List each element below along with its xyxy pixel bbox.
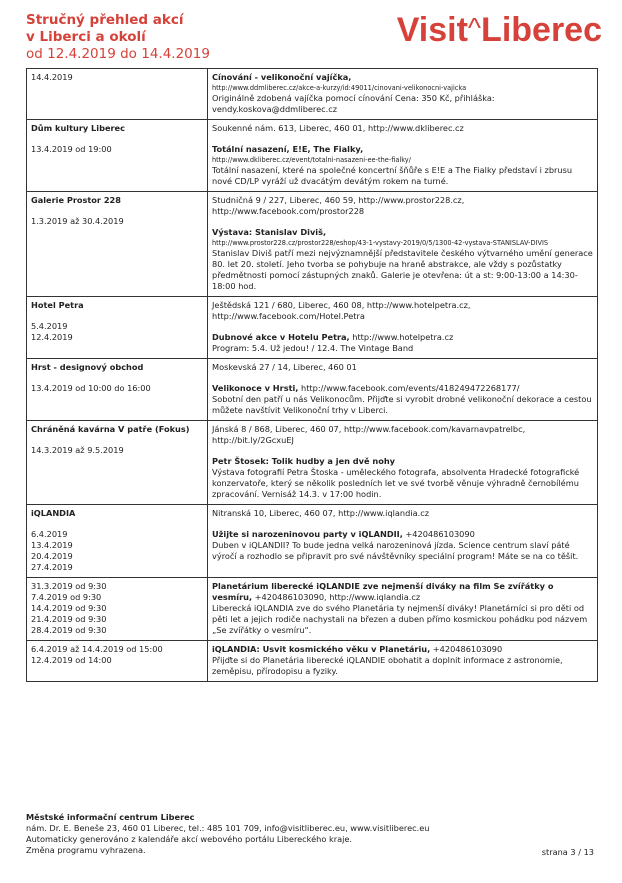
venue-cell <box>27 69 208 120</box>
event-cell <box>208 578 598 641</box>
date-range: od 12.4.2019 do 14.4.2019 <box>26 46 210 62</box>
logo-caret: ^ <box>467 12 482 43</box>
event-cell <box>208 69 598 120</box>
event-cell <box>208 505 598 578</box>
footer-note-change: Změna programu vyhrazena. <box>26 845 146 855</box>
venue-address[interactable]: Studničná 9 / 227, Liberec, 460 59, http://www.prostor228.cz, http://www.facebook.com/prostor228 <box>212 195 465 216</box>
event-dates: 13.4.2019 od 10:00 do 16:00 <box>31 383 151 393</box>
logo-text-visit: Visit <box>396 11 468 49</box>
event-title: Výstava: Stanislav Diviš, <box>212 227 327 237</box>
footer-note-generated: Automaticky generováno z kalendáře akcí webového portálu Libereckého kraje. <box>26 834 353 844</box>
footer-org: Městské informační centrum Liberec <box>26 812 195 822</box>
venue-name: Chráněná kavárna V patře (Fokus) <box>31 424 190 434</box>
venue-cell <box>27 120 208 192</box>
venue-address[interactable]: Ještědská 121 / 680, Liberec, 460 08, http://www.hotelpetra.cz, http://www.facebook.com/Hotel.Petra <box>212 300 471 321</box>
event-row <box>27 505 598 578</box>
event-dates: 6.4.2019 13.4.2019 20.4.2019 27.4.2019 <box>31 529 73 572</box>
event-cell <box>208 421 598 505</box>
event-title: iQLANDIA: Usvit kosmického věku v Planetáriu, <box>212 644 431 654</box>
venue-address[interactable]: Nitranská 10, Liberec, 460 07, http://www.iqlandia.cz <box>212 508 430 518</box>
page-footer <box>26 812 606 856</box>
venue-cell <box>27 192 208 297</box>
event-title-line <box>212 644 593 655</box>
event-contact[interactable]: +420486103090 <box>402 529 475 539</box>
event-title-line <box>212 529 593 540</box>
event-title-line <box>212 332 593 343</box>
event-row <box>27 297 598 359</box>
event-description: Totální nasazení, které na společné koncertní šňůře s E!E a The Fialky představí i zbrusu nové CD/LP vyráží už dvacátým devátým rokem na turné. <box>212 165 573 186</box>
event-cell <box>208 359 598 421</box>
event-cell <box>208 641 598 682</box>
event-contact[interactable]: +420486103090, http://www.iqlandia.cz <box>252 592 421 602</box>
event-row <box>27 120 598 192</box>
event-dates: 5.4.2019 12.4.2019 <box>31 321 73 342</box>
venue-cell <box>27 421 208 505</box>
page-header <box>26 12 606 67</box>
event-dates: 6.4.2019 až 14.4.2019 od 15:00 12.4.2019 od 14:00 <box>31 644 163 665</box>
event-title: Planetárium liberecké iQLANDIE zve nejmenší diváky na film Se zvířátky o vesmíru, <box>212 581 554 602</box>
event-description: Sobotní den patří u nás Velikonocům. Přijďte si vyrobit drobné velikonoční dekorace a cestou můžete navštívit Velikonoční trhy v Liberci. <box>212 394 592 415</box>
event-dates: 1.3.2019 až 30.4.2019 <box>31 216 124 226</box>
event-row <box>27 69 598 120</box>
event-description: Duben v iQLANDII? To bude jedna velká narozeninová jízda. Science centrum slaví páté výročí a rozhodlo se připravit pro své návštěvníky speciální program! Máte se na co těšit. <box>212 540 579 561</box>
event-row <box>27 192 598 297</box>
logo-text-liberec: Liberec <box>481 11 602 49</box>
event-title: Dubnové akce v Hotelu Petra, <box>212 332 350 342</box>
event-row <box>27 421 598 505</box>
page-number: strana 3 / 13 <box>541 847 594 857</box>
event-title: Užijte si narozeninovou party v iQLANDII, <box>212 529 403 539</box>
event-dates: 31.3.2019 od 9:30 7.4.2019 od 9:30 14.4.2019 od 9:30 21.4.2019 od 9:30 28.4.2019 od 9:30 <box>31 581 107 635</box>
event-title-line <box>212 227 593 238</box>
venue-address[interactable]: Moskevská 27 / 14, Liberec, 460 01 <box>212 362 357 372</box>
footer-address: nám. Dr. E. Beneše 23, 460 01 Liberec, tel.: 485 101 709, info@visitliberec.eu, www.visitliberec.eu <box>26 823 430 833</box>
event-contact[interactable]: http://www.hotelpetra.cz <box>349 332 454 342</box>
venue-cell <box>27 641 208 682</box>
event-title-line <box>212 383 593 394</box>
event-link[interactable]: http://www.ddmliberec.cz/akce-a-kurzy/id:49011/cinovani-velikonocni-vajicka <box>212 84 467 92</box>
event-dates: 14.3.2019 až 9.5.2019 <box>31 445 124 455</box>
event-row <box>27 359 598 421</box>
event-description: Liberecká iQLANDIA zve do svého Planetária ty nejmenší diváky! Planetárníci si pro děti od pěti let a jejich rodiče nachystali na březen a duben přímo kosmickou pohádku pod názvem „Se zvířátky o vesmíru“. <box>212 603 588 635</box>
event-row <box>27 641 598 682</box>
event-cell <box>208 120 598 192</box>
venue-cell <box>27 505 208 578</box>
venue-name: iQLANDIA <box>31 508 76 518</box>
event-title-line <box>212 144 593 155</box>
event-link[interactable]: http://www.dkliberec.cz/event/totalni-nasazeni-ee-the-fialky/ <box>212 156 411 164</box>
event-title: Velikonoce v Hrsti, <box>212 383 299 393</box>
venue-name: Hrst - designový obchod <box>31 362 144 372</box>
venue-name: Hotel Petra <box>31 300 84 310</box>
visit-liberec-logo <box>397 12 602 50</box>
event-title: Totální nasazení, E!E, The Fialky, <box>212 144 364 154</box>
event-title: Cínování - velikonoční vajíčka, <box>212 72 352 82</box>
event-title: Petr Štosek: Tolik hudby a jen dvě nohy <box>212 456 396 466</box>
event-contact[interactable]: +420486103090 <box>430 644 503 654</box>
venue-name: Galerie Prostor 228 <box>31 195 121 205</box>
event-row <box>27 578 598 641</box>
event-dates: 13.4.2019 od 19:00 <box>31 144 112 154</box>
event-dates: 14.4.2019 <box>31 72 73 82</box>
venue-name: Dům kultury Liberec <box>31 123 125 133</box>
event-description: Stanislav Diviš patří mezi nejvýznamnější představitele českého výtvarného umění generace 80. let 20. století. Jeho tvorba se pohybuje na hraně abstrakce, ale vždy s pozůstatky předmětnosti pomocí zástupných znaků. Galerie je otevřena: út a st: 9:00-13:00 a 14:30-18:00 hod. <box>212 248 593 291</box>
event-description: Program: 5.4. Už jedou! / 12.4. The Vintage Band <box>212 343 414 353</box>
event-description: Originálně zdobená vajíčka pomocí cínování Cena: 350 Kč, přihláška: vendy.koskova@ddmliberec.cz <box>212 93 495 114</box>
event-link[interactable]: http://www.prostor228.cz/prostor228/eshop/43-1-vystavy-2019/0/5/1300-42-vystava-STANISLAV-DIVIS <box>212 239 549 247</box>
event-title-line <box>212 72 593 83</box>
event-description: Výstava fotografií Petra Štoska - uměleckého fotografa, absolventa Hradecké fotografické konzervatoře, který se několik posledních let ve své tvorbě věnuje výhradně černobílému zpracování. Vernisáž 14.3. v 17:00 hodin. <box>212 467 580 499</box>
page-title-line-1: Stručný přehled akcí <box>26 12 184 28</box>
event-contact[interactable]: http://www.facebook.com/events/418249472268177/ <box>298 383 520 393</box>
venue-cell <box>27 359 208 421</box>
venue-cell <box>27 578 208 641</box>
page-title-line-2: v Liberci a okolí <box>26 29 146 45</box>
venue-cell <box>27 297 208 359</box>
event-title-line <box>212 456 593 467</box>
venue-address[interactable]: Soukenné nám. 613, Liberec, 460 01, http://www.dkliberec.cz <box>212 123 464 133</box>
venue-address[interactable]: Jánská 8 / 868, Liberec, 460 07, http://www.facebook.com/kavarnavpatrelbc, http://bit.ly/2GcxuEJ <box>212 424 526 445</box>
event-cell <box>208 192 598 297</box>
events-table <box>26 68 598 682</box>
event-title-line <box>212 581 593 603</box>
event-description: Přijďte si do Planetária liberecké iQLANDIE obohatit a doplnit informace z astronomie, zeměpisu, přírodopisu a fyziky. <box>212 655 563 676</box>
event-cell <box>208 297 598 359</box>
